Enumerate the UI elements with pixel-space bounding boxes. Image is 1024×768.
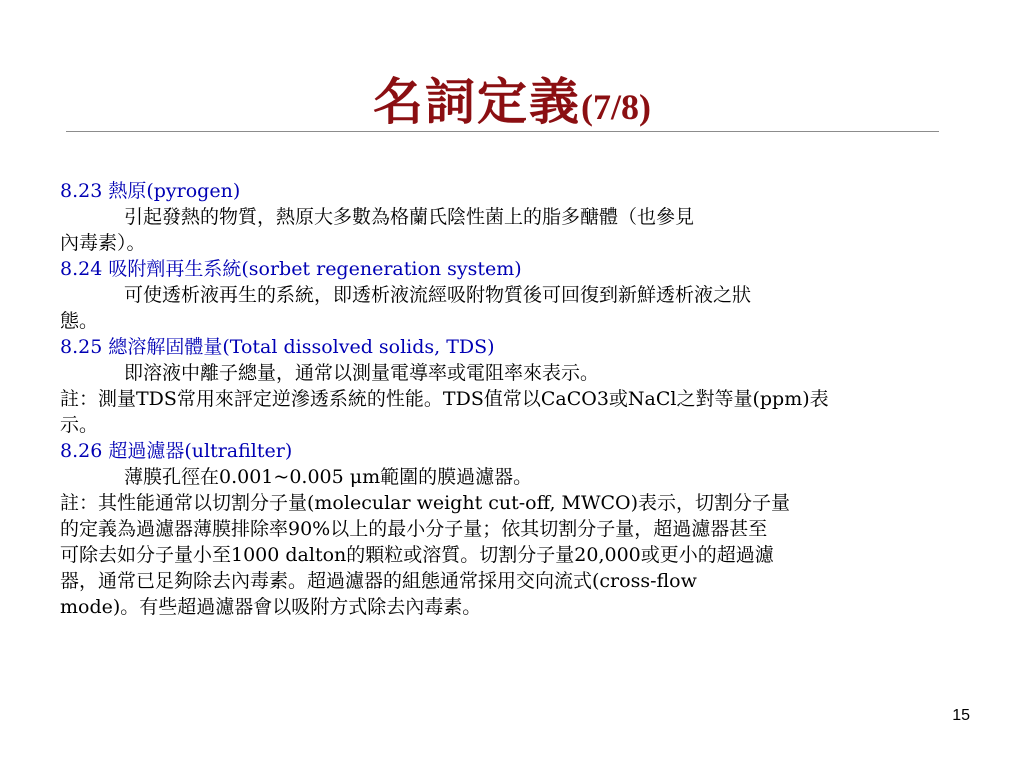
title-divider [66, 131, 939, 132]
note-text-line: 註：其性能通常以切割分子量(molecular weight cut-off, MWCO)表示，切割分子量 [60, 492, 791, 514]
definition-text-line: 可使透析液再生的系統，即透析液流經吸附物質後可回復到新鮮透析液之狀 [124, 284, 752, 306]
note-text-line: mode)。有些超過濾器會以吸附方式除去內毒素。 [60, 596, 482, 618]
definition-body [60, 178, 1012, 620]
definition-heading-8-26: 8.26 超過濾器(ultrafilter) [60, 440, 293, 462]
note-text-line: 示。 [60, 414, 99, 436]
definition-text-line: 內毒素）。 [60, 232, 146, 254]
definition-text-line: 態。 [60, 310, 99, 332]
definition-text-line: 即溶液中離子總量，通常以測量電導率或電阻率來表示。 [124, 362, 600, 384]
note-text-line: 可除去如分子量小至1000 dalton的顆粒或溶質。切割分子量20,000或更小的超過濾 [60, 544, 774, 566]
definition-text-line: 引起發熱的物質，熱原大多數為格蘭氏陰性菌上的脂多醣體（也參見 [124, 206, 695, 228]
definition-text-line: 薄膜孔徑在0.001~0.005 μm範圍的膜過濾器。 [124, 466, 533, 488]
definition-heading-8-25: 8.25 總溶解固體量(Total dissolved solids, TDS) [60, 336, 495, 358]
definition-heading-8-24: 8.24 吸附劑再生系統(sorbet regeneration system) [60, 258, 522, 280]
note-text-line: 註：測量TDS常用來評定逆滲透系統的性能。TDS值常以CaCO3或NaCl之對等量(ppm)表 [60, 388, 829, 410]
page-number: 15 [952, 707, 970, 724]
slide-title-number: (7/8) [581, 87, 651, 127]
definition-heading-8-23: 8.23 熱原(pyrogen) [60, 180, 241, 202]
note-text-line: 的定義為過濾器薄膜排除率90%以上的最小分子量；依其切割分子量，超過濾器甚至 [60, 518, 768, 540]
slide-title [0, 62, 1024, 134]
slide-title-text: 名詞定義 [373, 72, 581, 131]
note-text-line: 器，通常已足夠除去內毒素。超過濾器的組態通常採用交向流式(cross-flow [60, 570, 697, 592]
